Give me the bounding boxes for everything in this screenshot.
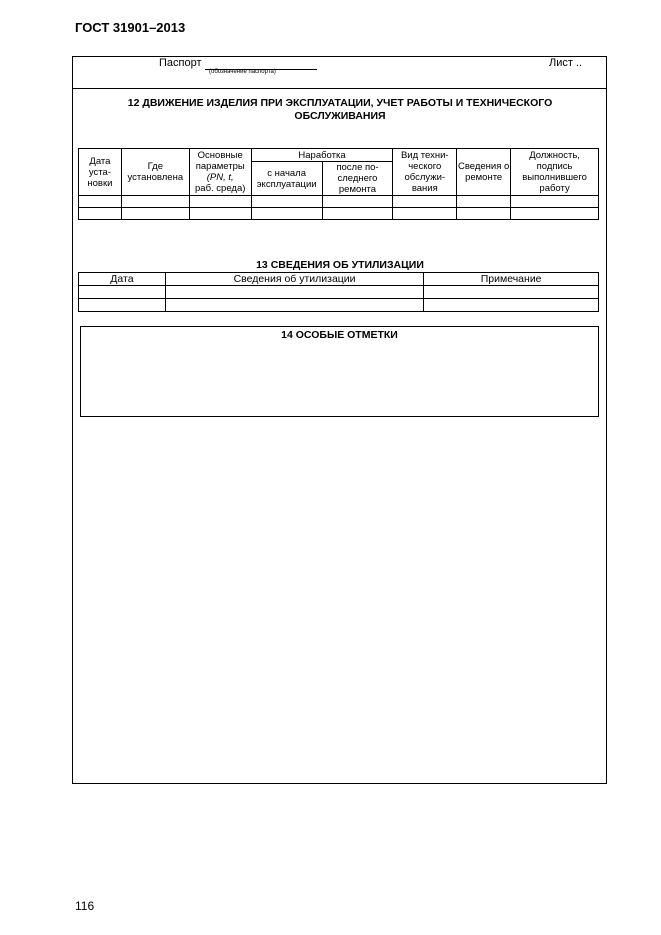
table-cell[interactable] — [393, 196, 457, 208]
sheet-label: Лист .. — [549, 57, 583, 69]
table-cell[interactable] — [121, 208, 189, 220]
table-cell[interactable] — [424, 299, 599, 312]
table-cell[interactable] — [79, 286, 166, 299]
col-since-start: с начала эксплуатации — [251, 162, 322, 196]
col-repair-info: Сведения о ремонте — [457, 149, 511, 196]
col-disposal-date: Дата — [79, 273, 166, 286]
col-since-repair: после по-следнего ремонта — [322, 162, 393, 196]
page-number: 116 — [75, 899, 95, 913]
table-cell[interactable] — [189, 196, 251, 208]
table-cell[interactable] — [511, 208, 599, 220]
table-row — [79, 196, 599, 208]
table-row — [79, 299, 599, 312]
col-params-line1: Основные параметры — [195, 150, 245, 172]
table-cell[interactable] — [393, 208, 457, 220]
table-cell[interactable] — [121, 196, 189, 208]
table-cell[interactable] — [457, 196, 511, 208]
col-params — [189, 149, 251, 196]
col-date: Дата уста-новки — [79, 149, 122, 196]
section-12-title: 12 ДВИЖЕНИЕ ИЗДЕЛИЯ ПРИ ЭКСПЛУАТАЦИИ, УЧЕТ РАБОТЫ И ТЕХНИЧЕСКОГО ОБСЛУЖИВАНИЯ — [127, 97, 553, 122]
passport-label: Паспорт — [159, 57, 202, 69]
table-cell[interactable] — [457, 208, 511, 220]
table-cell[interactable] — [424, 286, 599, 299]
passport-caption: (обозначение паспорта) — [209, 69, 276, 75]
document-code: ГОСТ 31901–2013 — [75, 20, 186, 35]
col-service-type: Вид техни-ческого обслужи-вания — [393, 149, 457, 196]
col-operating-time: Наработка — [251, 149, 393, 162]
table-cell[interactable] — [165, 299, 423, 312]
table-cell[interactable] — [79, 196, 122, 208]
table-row — [79, 208, 599, 220]
disposal-table — [78, 272, 599, 312]
table-cell[interactable] — [79, 299, 166, 312]
section-14-title: 14 ОСОБЫЕ ОТМЕТКИ — [281, 329, 398, 341]
table-cell[interactable] — [251, 208, 322, 220]
table-cell[interactable] — [189, 208, 251, 220]
col-disposal-note: Примечание — [424, 273, 599, 286]
table-cell[interactable] — [251, 196, 322, 208]
table-cell[interactable] — [79, 208, 122, 220]
table-row — [79, 286, 599, 299]
table-cell[interactable] — [511, 196, 599, 208]
col-disposal-info: Сведения об утилизации — [165, 273, 423, 286]
col-position-sign: Должность, подпись выполнившего работу — [511, 149, 599, 196]
table-cell[interactable] — [322, 208, 393, 220]
section-13-title: 13 СВЕДЕНИЯ ОБ УТИЛИЗАЦИИ — [256, 259, 424, 271]
special-notes-box[interactable] — [80, 326, 599, 417]
operation-table — [78, 148, 599, 220]
table-cell[interactable] — [322, 196, 393, 208]
table-cell[interactable] — [165, 286, 423, 299]
col-params-line3: раб. среда) — [195, 183, 246, 194]
header-divider — [72, 88, 607, 89]
col-where: Где установлена — [121, 149, 189, 196]
col-params-line2: (PN, t, — [206, 172, 234, 183]
